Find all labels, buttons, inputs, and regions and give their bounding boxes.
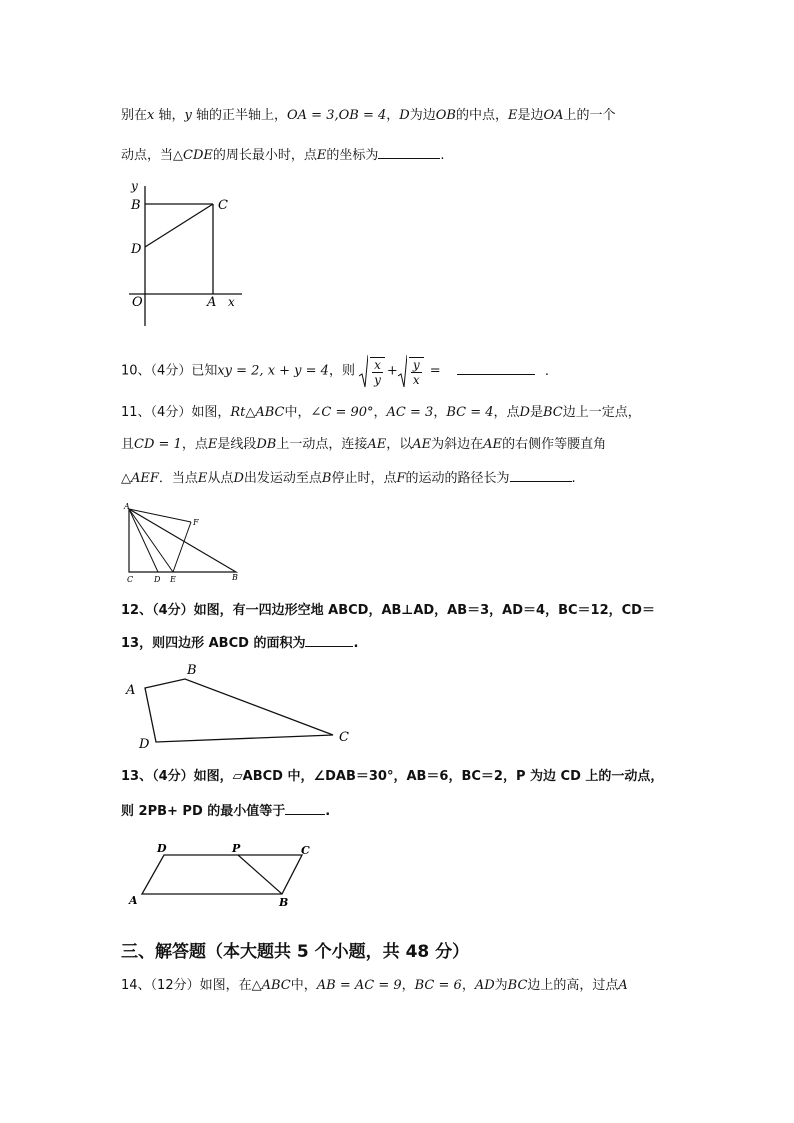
q11-text: ，点 [493, 405, 520, 420]
q11-text: ， [373, 405, 387, 420]
q9-line2 [121, 144, 445, 166]
q10 [121, 354, 549, 388]
math-D: D [399, 108, 410, 123]
q10-text: 10、（4分）已知 [121, 363, 218, 379]
q9-figure [124, 176, 244, 328]
q11-text: 上一动点，连接 [276, 437, 368, 452]
label-y: y [131, 179, 138, 193]
label-B: B [187, 663, 197, 678]
q12-text: . [353, 636, 359, 651]
math-D: D [519, 405, 530, 420]
q9-text: . [440, 148, 445, 163]
q12-text: 13，则四边形 ABCD 的面积为 [121, 636, 306, 651]
q11-text: 从点 [207, 471, 234, 486]
math-DB: DB [256, 437, 277, 452]
q11-text: 且 [121, 437, 135, 452]
q14-text: 为 [494, 978, 508, 993]
q11-text: 中， [284, 405, 311, 420]
label-F: F [193, 518, 199, 527]
math-bc: BC = 6 [414, 978, 462, 993]
q9-text: 的中点， [455, 108, 508, 123]
math-D: D [233, 471, 244, 486]
q12-line1: 12、（4分）如图，有一四边形空地 ABCD，AB⊥AD，AB＝3，AD＝4，BC＝12，CD＝ [121, 603, 655, 618]
label-A: A [207, 295, 217, 310]
q11-line1 [121, 403, 641, 423]
q13-text: 则 2PB+ PD 的最小值等于 [121, 804, 286, 819]
q9-text: 轴的正半轴上， [191, 108, 287, 123]
q11-text: 出发运动至点 [243, 471, 322, 486]
q14-text: 14、（12分）如图，在 [121, 978, 252, 993]
label-A: A [129, 894, 138, 907]
q11-text: 边上一定点， [562, 405, 641, 420]
frac-den: y [374, 373, 381, 387]
plus-sign: + [386, 363, 398, 379]
q9-line1 [121, 106, 616, 126]
math-OA: OA [543, 108, 564, 123]
q9-text: 的周长最小时，点 [212, 148, 317, 163]
math-cd: CD = 1 [134, 437, 182, 452]
math-condition: xy = 2, x + y = 4 [217, 363, 329, 379]
math-AD: AD [474, 978, 495, 993]
q13-figure [124, 838, 324, 910]
label-E: E [170, 575, 176, 584]
q11-text: 是 [529, 405, 543, 420]
frac-num: y [412, 358, 420, 372]
label-O: O [132, 295, 143, 310]
math-AE: AE [483, 437, 503, 452]
q11-text: ，以 [386, 437, 413, 452]
math-triangle-cde: △CDE [173, 148, 213, 163]
sqrt-y-over-x [398, 354, 426, 388]
math-BC: BC [507, 978, 528, 993]
q14-text: 边上的高，过点 [527, 978, 619, 993]
q9-text: ， [386, 108, 400, 123]
q12-line2 [121, 632, 358, 654]
frac-num: x [374, 358, 381, 372]
q14-text: ， [401, 978, 415, 993]
section-heading: 三、解答题（本大题共 5 个小题，共 48 分） [121, 942, 470, 962]
answer-blank[interactable] [305, 632, 353, 647]
q9-text: 是边 [517, 108, 544, 123]
math-condition: OA = 3,OB = 4 [287, 108, 387, 123]
q9-text: 上的一个 [563, 108, 616, 123]
answer-blank[interactable] [457, 360, 535, 375]
q11-text: . [571, 471, 576, 486]
math-BC: BC [542, 405, 563, 420]
math-triangle-aef: △AEF [121, 471, 159, 486]
math-E: E [507, 108, 518, 123]
q14-line1 [121, 976, 628, 996]
math-AE: AE [412, 437, 432, 452]
q11-line2 [121, 435, 606, 455]
label-B: B [279, 896, 289, 909]
q11-line3 [121, 467, 576, 489]
equals-sign: = [429, 363, 441, 379]
label-C: C [339, 730, 349, 745]
math-OB: OB [435, 108, 456, 123]
q9-text: 为边 [409, 108, 436, 123]
q11-text: ，点 [181, 437, 208, 452]
math-E: E [197, 471, 208, 486]
label-A: A [126, 683, 136, 698]
q11-text: 为斜边在 [431, 437, 484, 452]
label-C: C [218, 198, 228, 213]
label-x: x [228, 295, 235, 309]
answer-blank[interactable] [510, 467, 572, 482]
q14-text: 中， [290, 978, 317, 993]
label-A: A [124, 502, 130, 511]
q12-figure [120, 660, 360, 755]
q11-text: 11、（4分）如图， [121, 405, 231, 420]
label-C: C [301, 844, 310, 857]
q11-figure [118, 500, 248, 586]
q13-line2 [121, 800, 330, 822]
math-AE: AE [367, 437, 387, 452]
q10-text: . [544, 363, 550, 379]
q13-text: . [325, 804, 331, 819]
label-B: B [232, 573, 238, 582]
answer-blank[interactable] [285, 800, 325, 815]
q13-line1: 13、（4分）如图，▱ABCD 中，∠DAB＝30°，AB＝6，BC＝2，P 为边 CD 上的一动点， [121, 769, 664, 784]
math-A: A [618, 978, 628, 993]
math-B: B [321, 471, 332, 486]
label-P: P [232, 842, 241, 855]
sqrt-x-over-y [359, 354, 387, 388]
math-F: F [396, 471, 406, 486]
q9-text: 轴， [154, 108, 185, 123]
label-D: D [139, 737, 150, 752]
label-D: D [131, 242, 142, 257]
label-D: D [157, 842, 167, 855]
math-x: x [147, 108, 155, 123]
answer-blank[interactable] [378, 144, 440, 159]
q14-text: ， [461, 978, 475, 993]
label-C: C [127, 575, 134, 584]
math-y: y [184, 108, 192, 123]
q10-text: ，则 [328, 363, 355, 379]
q11-text: ．当点 [158, 471, 198, 486]
math-ac: AC = 3 [386, 405, 434, 420]
q11-text: 的右侧作等腰直角 [502, 437, 607, 452]
math-rt-abc: Rt△ABC [230, 405, 285, 420]
frac-den: x [412, 373, 420, 387]
math-bc: BC = 4 [446, 405, 494, 420]
label-D: D [154, 575, 161, 584]
q11-text: 的运动的路径长为 [405, 471, 510, 486]
math-ab-ac: AB = AC = 9 [316, 978, 402, 993]
q11-text: ， [433, 405, 447, 420]
math-E: E [207, 437, 218, 452]
label-B: B [131, 198, 141, 213]
q11-text: 停止时，点 [331, 471, 397, 486]
math-E: E [316, 148, 327, 163]
math-triangle-abc: △ABC [251, 978, 291, 993]
q9-text: 的坐标为 [326, 148, 379, 163]
q9-text: 动点，当 [121, 148, 174, 163]
math-angle-c: ∠C = 90° [310, 405, 374, 420]
q11-text: 是线段 [217, 437, 257, 452]
q9-text: 别在 [121, 108, 148, 123]
